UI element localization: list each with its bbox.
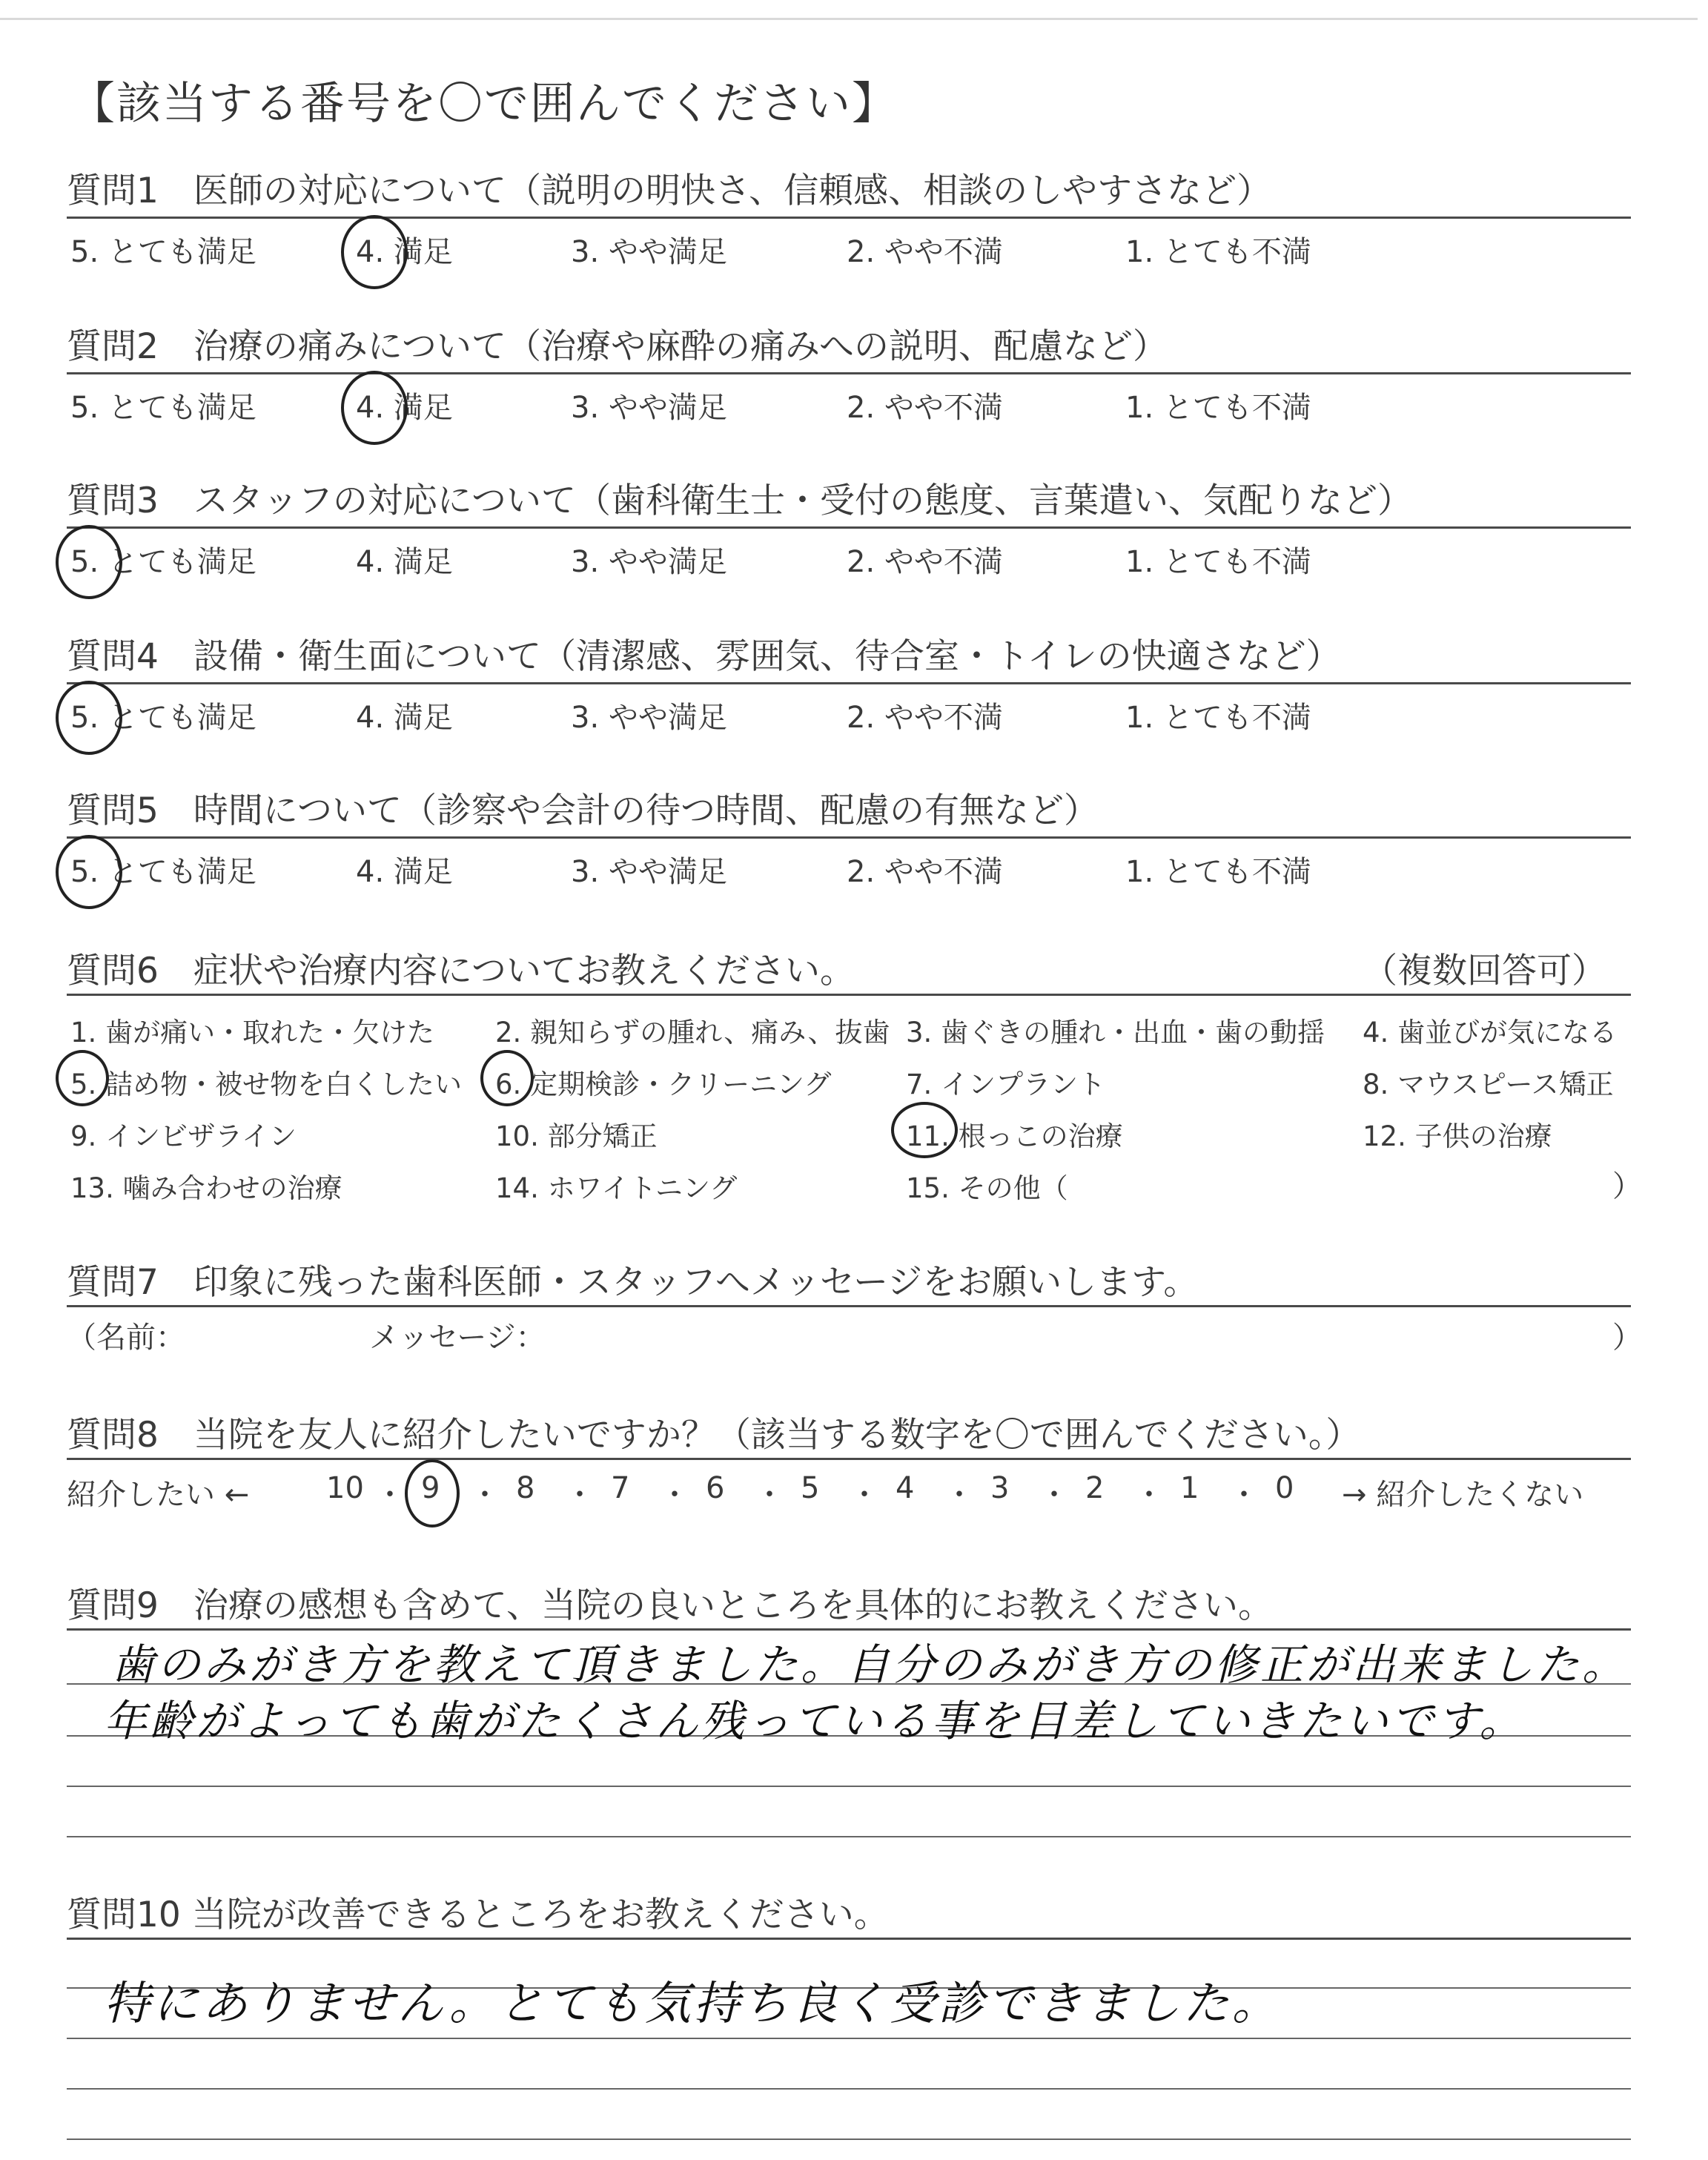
q2-rule — [67, 372, 1631, 374]
q8-rule — [67, 1458, 1631, 1460]
q1-option-4: 4. 満足 — [356, 235, 453, 269]
q2-title: 質問2 治療の痛みについて（治療や麻酔の痛みへの説明、配慮など） — [67, 326, 1168, 367]
q2-option-5: 5. とても満足 — [70, 391, 256, 425]
q4-option-5: 5. とても満足 — [70, 701, 256, 735]
q7-message-label: メッセージ： — [369, 1321, 546, 1355]
q2-option-1: 1. とても不満 — [1125, 391, 1311, 425]
q1-selected-circle — [341, 215, 408, 289]
q6-option-6: 6. 定期検診・クリーニング — [495, 1069, 832, 1100]
q8-scale-4: 4 — [896, 1471, 915, 1505]
q5-option-3: 3. やや満足 — [571, 855, 727, 889]
q5-title: 質問5 時間について（診察や会計の待つ時間、配慮の有無など） — [67, 790, 1099, 831]
q10-answer-line-1: 特にありません。とても気持ち良く受診できました。 — [104, 1976, 1281, 2030]
q8-separator: ・ — [660, 1478, 689, 1512]
q8-scale-8: 8 — [516, 1471, 535, 1505]
q3-option-1: 1. とても不満 — [1125, 545, 1311, 579]
q10-line-2 — [67, 2038, 1631, 2039]
q6-option-2: 2. 親知らずの腫れ、痛み、抜歯 — [495, 1017, 890, 1048]
q2-selected-circle — [341, 371, 408, 445]
q4-option-2: 2. やや不満 — [847, 701, 1003, 735]
q8-scale-2: 2 — [1085, 1471, 1105, 1505]
q3-option-3: 3. やや満足 — [571, 545, 727, 579]
q1-option-1: 1. とても不満 — [1125, 235, 1311, 269]
q8-separator: ・ — [470, 1478, 500, 1512]
q8-separator: ・ — [755, 1478, 784, 1512]
q3-option-5: 5. とても満足 — [70, 545, 256, 579]
q6-option-7: 7. インプラント — [906, 1069, 1106, 1100]
q10-line-3 — [67, 2088, 1631, 2090]
q6-option-3: 3. 歯ぐきの腫れ・出血・歯の動揺 — [906, 1017, 1325, 1048]
q6-rule — [67, 994, 1631, 996]
q7-close-paren: ） — [1612, 1321, 1642, 1355]
q10-title: 質問10 当院が改善できるところをお教えください。 — [67, 1895, 889, 1935]
q8-separator: ・ — [944, 1478, 974, 1512]
q1-option-3: 3. やや満足 — [571, 235, 727, 269]
q7-title: 質問7 印象に残った歯科医師・スタッフへメッセージをお願いします。 — [67, 1262, 1199, 1303]
q6-option-1: 1. 歯が痛い・取れた・欠けた — [70, 1017, 435, 1048]
q8-scale-3: 3 — [990, 1471, 1010, 1505]
q1-option-2: 2. やや不満 — [847, 235, 1003, 269]
q1-title: 質問1 医師の対応について（説明の明快さ、信頼感、相談のしやすさなど） — [67, 171, 1272, 211]
q7-name-label: （名前： — [67, 1321, 185, 1355]
q5-option-2: 2. やや不満 — [847, 855, 1003, 889]
q7-rule — [67, 1305, 1631, 1307]
q4-option-1: 1. とても不満 — [1125, 701, 1311, 735]
q8-scale-7: 7 — [611, 1471, 630, 1505]
q6-title: 質問6 症状や治療内容についてお教えください。 — [67, 951, 855, 991]
q10-line-4 — [67, 2138, 1631, 2140]
q6-option-13: 13. 噛み合わせの治療 — [70, 1172, 342, 1204]
q6-option-10: 10. 部分矯正 — [495, 1120, 658, 1152]
q4-option-4: 4. 満足 — [356, 701, 453, 735]
q8-scale-10: 10 — [326, 1471, 364, 1505]
q9-line-4 — [67, 1836, 1631, 1837]
q8-title: 質問8 当院を友人に紹介したいですか？（該当する数字を〇で囲んでください。） — [67, 1415, 1361, 1456]
q8-selected-circle — [405, 1459, 460, 1527]
q9-answer-line-2: 年齢がよっても歯がたくさん残っている事を目差していきたいです。 — [104, 1696, 1526, 1746]
q5-rule — [67, 836, 1631, 839]
q2-option-4: 4. 満足 — [356, 391, 453, 425]
q8-scale-1: 1 — [1180, 1471, 1199, 1505]
q6-selected-circle-6 — [480, 1050, 534, 1106]
q8-scale-9: 9 — [421, 1471, 440, 1505]
q6-note: （複数回答可） — [1363, 951, 1606, 991]
q6-selected-circle-11 — [891, 1102, 958, 1158]
q5-option-1: 1. とても不満 — [1125, 855, 1311, 889]
q6-option-11: 11. 根っこの治療 — [906, 1120, 1123, 1152]
q9-line-3 — [67, 1786, 1631, 1787]
q1-option-5: 5. とても満足 — [70, 235, 256, 269]
q6-option-12: 12. 子供の治療 — [1363, 1120, 1552, 1152]
q4-selected-circle — [56, 681, 122, 755]
instruction-header: 【該当する番号を〇で囲んでください】 — [70, 78, 898, 130]
q5-option-5: 5. とても満足 — [70, 855, 256, 889]
q1-rule — [67, 217, 1631, 219]
q4-option-3: 3. やや満足 — [571, 701, 727, 735]
q6-option-14: 14. ホワイトニング — [495, 1172, 738, 1204]
q5-option-4: 4. 満足 — [356, 855, 453, 889]
q8-separator: ・ — [850, 1478, 879, 1512]
q4-title: 質問4 設備・衛生面について（清潔感、雰囲気、待合室・トイレの快適さなど） — [67, 636, 1341, 677]
q3-option-4: 4. 満足 — [356, 545, 453, 579]
q8-scale-5: 5 — [801, 1471, 820, 1505]
q8-separator: ・ — [565, 1478, 595, 1512]
q6-option-5: 5. 詰め物・被せ物を白くしたい — [70, 1069, 463, 1100]
q6-option-8: 8. マウスピース矯正 — [1363, 1069, 1614, 1100]
q6-option-9: 9. インビザライン — [70, 1120, 297, 1152]
q9-answer-line-1: 歯のみがき方を教えて頂きました。自分のみがき方の修正が出来ました。 — [111, 1639, 1629, 1690]
q2-option-2: 2. やや不満 — [847, 391, 1003, 425]
scan-edge-line — [0, 18, 1698, 20]
q3-rule — [67, 526, 1631, 529]
q8-right-label: → 紹介したくない — [1342, 1478, 1584, 1512]
q8-separator: ・ — [375, 1478, 405, 1512]
q8-scale-0: 0 — [1275, 1471, 1294, 1505]
q3-option-2: 2. やや不満 — [847, 545, 1003, 579]
q9-title: 質問9 治療の感想も含めて、当院の良いところを具体的にお教えください。 — [67, 1585, 1273, 1626]
q8-scale-6: 6 — [706, 1471, 725, 1505]
q3-title: 質問3 スタッフの対応について（歯科衛生士・受付の態度、言葉遣い、気配りなど） — [67, 480, 1412, 521]
q6-other-close-paren: ） — [1612, 1169, 1642, 1203]
q2-option-3: 3. やや満足 — [571, 391, 727, 425]
q4-rule — [67, 682, 1631, 684]
q10-rule — [67, 1938, 1631, 1940]
q5-selected-circle — [56, 835, 122, 909]
q8-separator: ・ — [1039, 1478, 1069, 1512]
q8-left-label: 紹介したい ← — [67, 1478, 250, 1512]
q6-option-15: 15. その他（ — [906, 1172, 1068, 1204]
q8-separator: ・ — [1229, 1478, 1259, 1512]
q6-selected-circle-5 — [56, 1050, 109, 1106]
q8-separator: ・ — [1134, 1478, 1164, 1512]
q3-selected-circle — [56, 525, 122, 599]
q6-option-4: 4. 歯並びが気になる — [1363, 1017, 1618, 1048]
